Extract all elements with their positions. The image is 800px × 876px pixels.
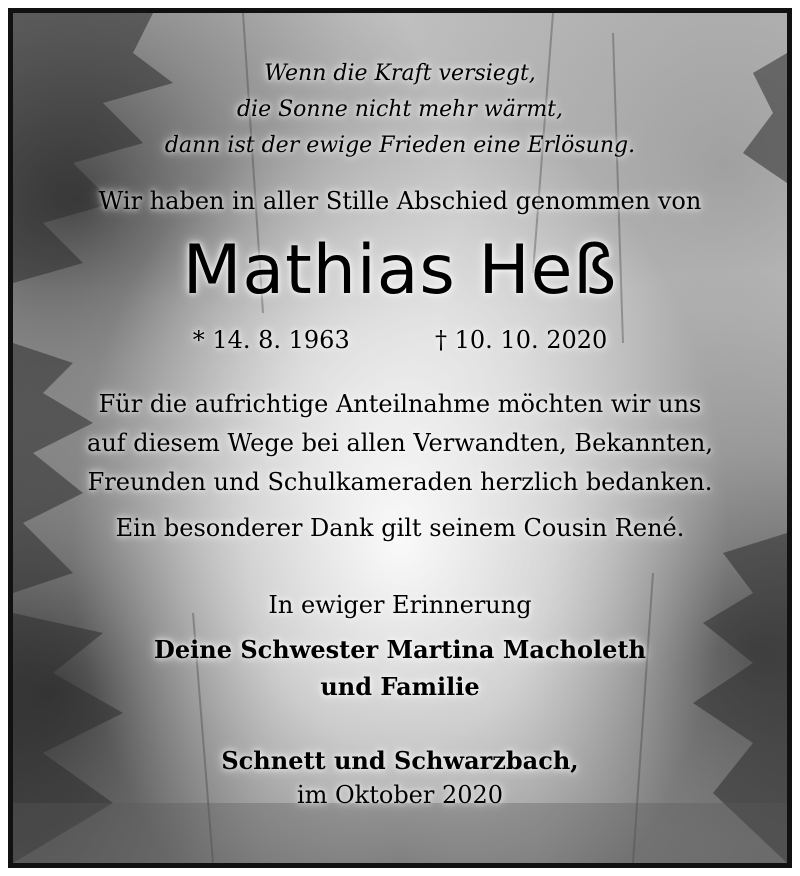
deceased-name: Mathias Heß (182, 231, 618, 310)
verse-line-3: dann ist der ewige Frieden eine Erlösung. (164, 133, 636, 158)
special-thanks: Ein besonderer Dank gilt seinem Cousin René. (115, 514, 685, 542)
birth-date: * 14. 8. 1963 (192, 326, 350, 354)
notice-text (13, 13, 787, 863)
place-line: Schnett und Schwarzbach, (221, 746, 579, 775)
life-dates (13, 326, 787, 354)
death-date: † 10. 10. 2020 (435, 326, 608, 354)
memory-line: In ewiger Erinnerung (268, 591, 532, 619)
date-line: im Oktober 2020 (296, 781, 504, 809)
thanks-line-2: auf diesem Wege bei allen Verwandten, Bekannten, (87, 429, 713, 457)
signature-line-1: Deine Schwester Martina Macholeth (154, 635, 646, 664)
thanks-line-3: Freunden und Schulkameraden herzlich bedanken. (87, 468, 713, 496)
obituary-notice (8, 8, 792, 868)
verse-line-2: die Sonne nicht mehr wärmt, (236, 97, 564, 122)
intro-text: Wir haben in aller Stille Abschied genommen von (98, 187, 702, 215)
signature-line-2: und Familie (320, 672, 480, 701)
verse-line-1: Wenn die Kraft versiegt, (264, 61, 536, 86)
thanks-line-1: Für die aufrichtige Anteilnahme möchten wir uns (98, 390, 702, 418)
